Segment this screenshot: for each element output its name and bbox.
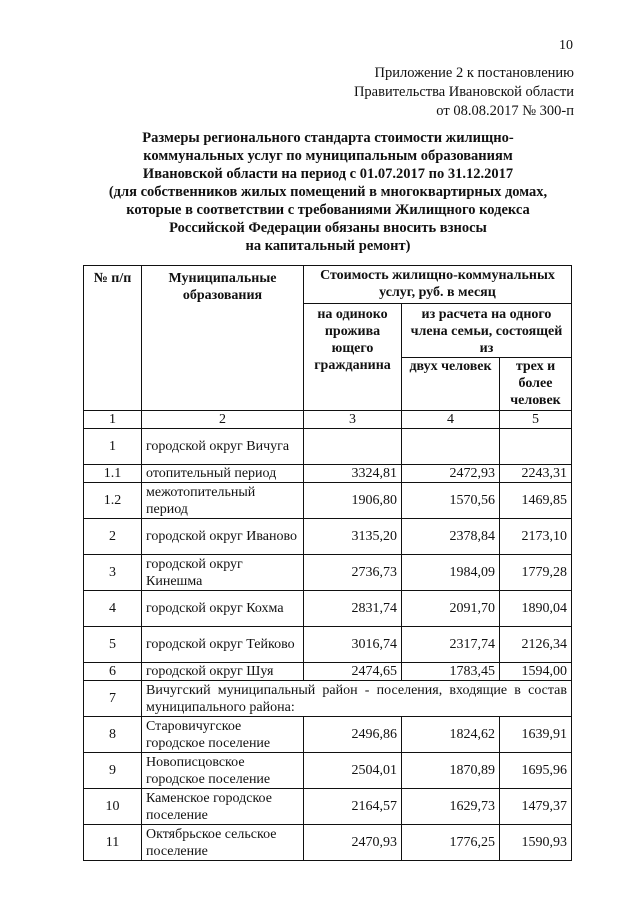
title-line: Российской Федерации обязаны вносить взносы	[169, 220, 487, 236]
row-single-cost: 2831,74	[304, 591, 402, 627]
row-single-cost: 1906,80	[304, 483, 402, 519]
table-row	[84, 465, 572, 483]
row-name: городской округ Иваново	[142, 519, 304, 555]
table-row	[84, 663, 572, 681]
row-single-cost: 3135,20	[304, 519, 402, 555]
row-two-cost: 1984,09	[402, 555, 500, 591]
row-three-cost: 1779,28	[500, 555, 572, 591]
row-num: 6	[84, 663, 142, 681]
row-name: отопительный период	[142, 465, 304, 483]
row-two-cost: 1783,45	[402, 663, 500, 681]
table-row	[84, 627, 572, 663]
row-single-cost	[304, 429, 402, 465]
col-number: 4	[402, 411, 500, 429]
row-single-cost: 2164,57	[304, 789, 402, 825]
header-num: № п/п	[84, 266, 142, 411]
row-name: городской округ Кохма	[142, 591, 304, 627]
row-num: 1.2	[84, 483, 142, 519]
appendix-line: от 08.08.2017 № 300-п	[436, 103, 574, 119]
appendix-line: Правительства Ивановской области	[353, 84, 574, 100]
table-row	[84, 789, 572, 825]
row-single-cost: 2504,01	[304, 753, 402, 789]
row-num: 1	[84, 429, 142, 465]
table-row	[84, 555, 572, 591]
header-two: двух человек	[402, 358, 500, 411]
row-num: 10	[84, 789, 142, 825]
header-cost: Стоимость жилищно-коммунальных услуг, руб. в месяц	[304, 266, 572, 304]
title-line: (для собственников жилых помещений в многоквартирных домах,	[108, 184, 548, 200]
table-row	[84, 825, 572, 861]
row-two-cost: 1824,62	[402, 717, 500, 753]
section-text: Вичугский муниципальный район - поселения, входящие в состав муниципального района:	[142, 681, 572, 717]
header-per-member: из расчета на одного члена семьи, состоящей из	[402, 304, 572, 358]
row-name: Старовичугское городское поселение	[142, 717, 304, 753]
page-number: 10	[559, 38, 573, 53]
row-name: городской округ Кинешма	[142, 555, 304, 591]
table-row	[84, 717, 572, 753]
table-row	[84, 429, 572, 465]
col-number: 1	[84, 411, 142, 429]
row-three-cost: 1639,91	[500, 717, 572, 753]
row-single-cost: 2470,93	[304, 825, 402, 861]
row-two-cost: 1870,89	[402, 753, 500, 789]
row-three-cost: 2243,31	[500, 465, 572, 483]
row-single-cost: 3016,74	[304, 627, 402, 663]
row-num: 1.1	[84, 465, 142, 483]
row-two-cost: 1570,56	[402, 483, 500, 519]
row-single-cost: 2496,86	[304, 717, 402, 753]
row-two-cost: 1629,73	[402, 789, 500, 825]
row-three-cost: 1695,96	[500, 753, 572, 789]
row-name: Каменское городское поселение	[142, 789, 304, 825]
document-title	[88, 129, 568, 255]
row-three-cost: 1479,37	[500, 789, 572, 825]
row-name: городской округ Шуя	[142, 663, 304, 681]
row-name: городской округ Вичуга	[142, 429, 304, 465]
row-two-cost	[402, 429, 500, 465]
row-num: 5	[84, 627, 142, 663]
row-single-cost: 2474,65	[304, 663, 402, 681]
table-row	[84, 483, 572, 519]
header-three: трех и более человек	[500, 358, 572, 411]
section-num: 7	[84, 681, 142, 717]
row-two-cost: 2472,93	[402, 465, 500, 483]
col-number: 2	[142, 411, 304, 429]
row-name: Октябрьское сельское поселение	[142, 825, 304, 861]
col-number: 5	[500, 411, 572, 429]
row-three-cost: 1469,85	[500, 483, 572, 519]
row-num: 11	[84, 825, 142, 861]
row-single-cost: 2736,73	[304, 555, 402, 591]
row-name: Новописцовское городское поселение	[142, 753, 304, 789]
row-two-cost: 1776,25	[402, 825, 500, 861]
row-two-cost: 2317,74	[402, 627, 500, 663]
row-three-cost: 1594,00	[500, 663, 572, 681]
table-row	[84, 591, 572, 627]
row-name: межотопительный период	[142, 483, 304, 519]
row-three-cost: 2126,34	[500, 627, 572, 663]
row-three-cost: 2173,10	[500, 519, 572, 555]
row-name: городской округ Тейково	[142, 627, 304, 663]
row-three-cost	[500, 429, 572, 465]
cost-table	[83, 265, 572, 861]
title-line: которые в соответствии с требованиями Жилищного кодекса	[126, 202, 530, 218]
row-single-cost: 3324,81	[304, 465, 402, 483]
row-two-cost: 2091,70	[402, 591, 500, 627]
title-line: Размеры регионального стандарта стоимости жилищно-	[142, 130, 514, 146]
title-line: Ивановской области на период с 01.07.2017 по 31.12.2017	[142, 166, 514, 182]
col-number: 3	[304, 411, 402, 429]
row-num: 4	[84, 591, 142, 627]
title-line: коммунальных услуг по муниципальным образованиям	[143, 148, 513, 164]
row-num: 2	[84, 519, 142, 555]
title-line: на капитальный ремонт)	[245, 238, 411, 254]
row-num: 8	[84, 717, 142, 753]
header-municipality: Муниципальные образования	[142, 266, 304, 411]
table-row	[84, 753, 572, 789]
row-num: 9	[84, 753, 142, 789]
header-single: на одиноко прожива ющего гражданина	[304, 304, 402, 411]
row-num: 3	[84, 555, 142, 591]
row-three-cost: 1890,04	[500, 591, 572, 627]
table-row	[84, 519, 572, 555]
row-three-cost: 1590,93	[500, 825, 572, 861]
appendix-line: Приложение 2 к постановлению	[374, 65, 574, 81]
row-two-cost: 2378,84	[402, 519, 500, 555]
appendix-note	[314, 64, 574, 121]
